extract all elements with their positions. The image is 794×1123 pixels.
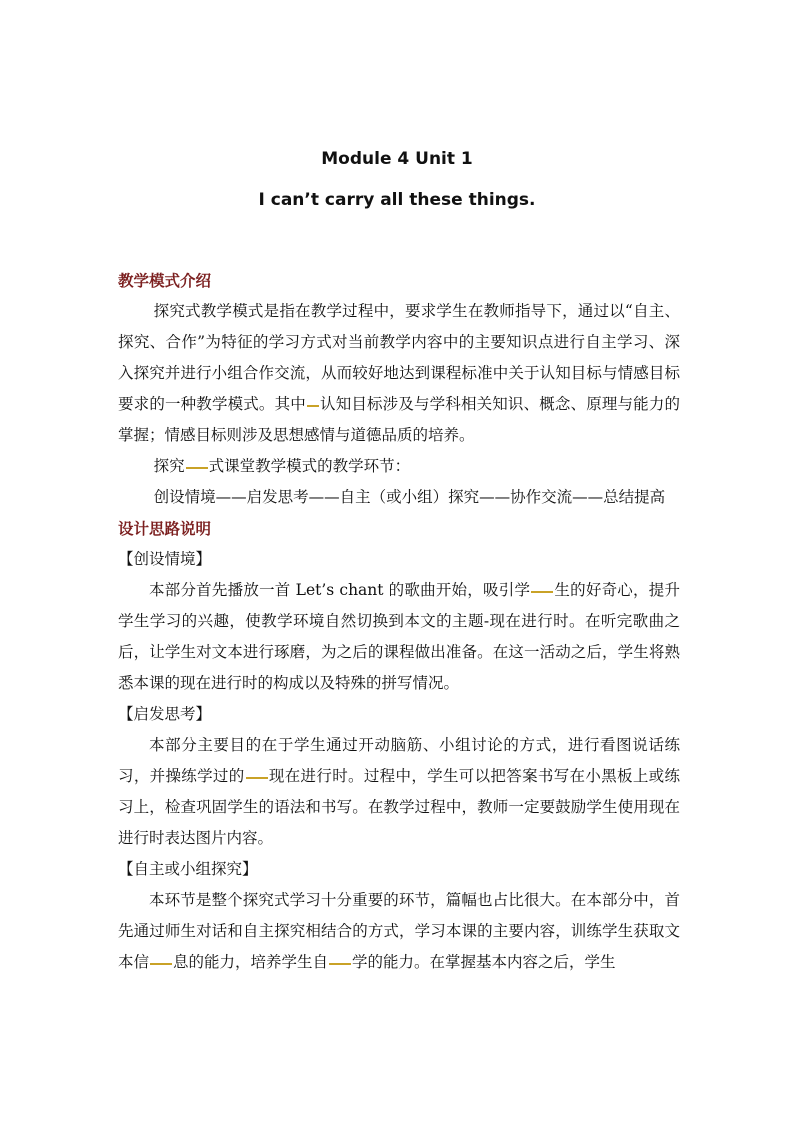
lesson-title: I can’t carry all these things. <box>258 190 536 210</box>
subheading-independent-inquiry: 【自主或小组探究】 <box>118 860 258 878</box>
paragraph-create-situation: 本部分首先播放一首 Let’s chant 的歌曲开始，吸引学 生的好奇心，提升学生学习的兴趣，使教学环境自然切换到本文的主题-现在进行时。在听完歌曲之后，让学生对文本进行琢磨，为之后的课程做出准备。在这一活动之后，学生将熟悉本课的现在进行时的构成以及特殊的拼写情况。 <box>118 581 680 692</box>
subheading-create-situation: 【创设情境】 <box>118 550 212 568</box>
blank-mark <box>531 591 553 593</box>
blank-mark <box>186 467 208 469</box>
blank-mark <box>150 963 172 965</box>
module-title: Module 4 Unit 1 <box>321 149 473 169</box>
blank-mark <box>329 963 351 965</box>
paragraph-inspire-thinking: 本部分主要目的在于学生通过开动脑筋、小组讨论的方式，进行看图说话练习，并操练学过的 现在进行时。过程中，学生可以把答案书写在小黑板上或练习上，检查巩固学生的语法和书写。在教学过程中，教师一定要鼓励学生使用现在进行时表达图片内容。 <box>118 736 680 847</box>
blank-mark <box>246 777 268 779</box>
paragraph-teaching-steps: 创设情境——启发思考——自主（或小组）探究——协作交流——总结提高 <box>153 488 666 506</box>
paragraph-independent-inquiry: 本环节是整个探究式学习十分重要的环节，篇幅也占比很大。在本部分中，首先通过师生对话和自主探究相结合的方式，学习本课的主要内容，训练学生获取文本信 息的能力，培养学生自 学的能力。在掌握基本内容之后，学生 <box>118 891 680 971</box>
subheading-inspire-thinking: 【启发思考】 <box>118 705 212 723</box>
section-heading-design-ideas: 设计思路说明 <box>118 519 212 538</box>
paragraph-teaching-mode: 探究式教学模式是指在教学过程中，要求学生在教师指导下，通过以“自主、探究、合作”为特征的学习方式对当前教学内容中的主要知识点进行自主学习、深入探究并进行小组合作交流，从而较好地达到课程标准中关于认知目标与情感目标要求的一种教学模式。其中 认知目标涉及与学科相关知识、概念、原理与能力的掌握；情感目标则涉及思想感情与道德品质的培养。 <box>118 302 680 444</box>
paragraph-teaching-steps-intro: 探究 式课堂教学模式的教学环节： <box>153 457 411 475</box>
document-body <box>118 265 680 978</box>
blank-mark <box>307 405 319 407</box>
section-heading-teaching-mode: 教学模式介绍 <box>118 271 212 290</box>
